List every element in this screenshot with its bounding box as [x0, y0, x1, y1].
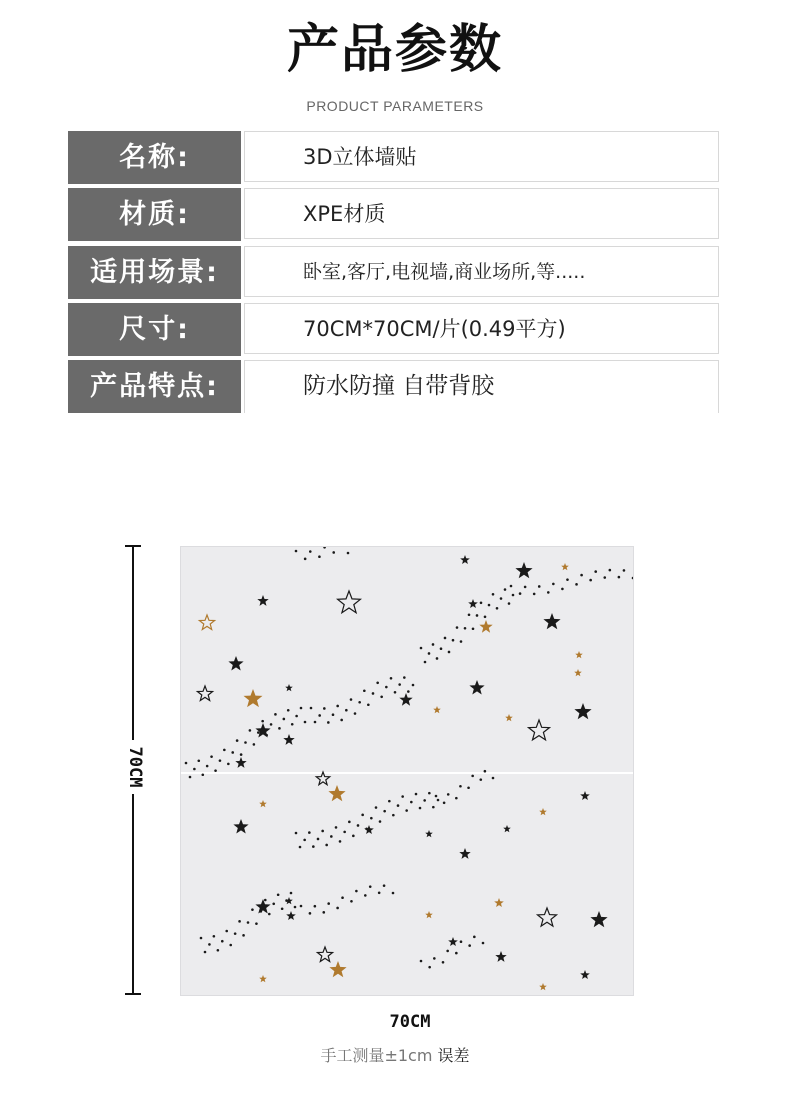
dot-mark — [519, 592, 522, 595]
dot-mark — [354, 712, 357, 715]
dot-mark — [435, 795, 438, 798]
dot-mark — [277, 893, 280, 896]
wall-sticker-image — [180, 546, 634, 996]
dot-mark — [472, 627, 475, 630]
dot-mark — [210, 755, 213, 758]
dot-mark — [380, 696, 383, 699]
dot-mark — [185, 762, 188, 765]
dot-mark — [603, 576, 606, 579]
dot-mark — [433, 957, 436, 960]
dot-mark — [201, 773, 204, 776]
dot-mark — [300, 707, 303, 710]
dot-mark — [257, 731, 260, 734]
dot-mark — [268, 913, 271, 916]
spec-value: XPE材质 — [244, 188, 719, 239]
dot-mark — [291, 723, 294, 726]
dot-mark — [249, 729, 252, 732]
star-icon — [425, 911, 433, 918]
spec-row-material — [68, 188, 721, 241]
dot-mark — [480, 602, 483, 605]
dot-mark — [594, 570, 597, 573]
dot-mark — [208, 943, 211, 946]
dot-mark — [221, 940, 224, 943]
dot-mark — [383, 810, 386, 813]
dot-mark — [189, 776, 192, 779]
dot-mark — [538, 585, 541, 588]
star-icon — [459, 848, 470, 859]
dot-mark — [255, 922, 258, 925]
star-icon — [259, 975, 267, 982]
dot-mark — [327, 902, 330, 905]
dot-mark — [482, 942, 485, 945]
star-icon — [328, 785, 345, 801]
dot-mark — [318, 714, 321, 717]
dot-mark — [200, 937, 203, 940]
dot-mark — [492, 593, 495, 596]
dot-mark — [323, 707, 326, 710]
dot-mark — [456, 626, 459, 629]
dot-mark — [339, 840, 342, 843]
dot-mark — [352, 835, 355, 838]
dot-mark — [398, 683, 401, 686]
dot-mark — [295, 550, 298, 553]
star-icon — [539, 983, 547, 990]
dot-mark — [238, 920, 241, 923]
spec-value: 防水防撞 自带背胶 — [244, 360, 719, 413]
star-icon — [244, 689, 263, 707]
dot-mark — [322, 911, 325, 914]
dot-mark — [363, 689, 366, 692]
dot-mark — [219, 759, 222, 762]
star-icon — [285, 684, 293, 691]
dot-mark — [410, 801, 413, 804]
dot-mark — [394, 691, 397, 694]
dot-mark — [304, 558, 307, 561]
dot-mark — [383, 884, 386, 887]
dot-mark — [552, 583, 555, 586]
dot-mark — [561, 588, 564, 591]
dot-mark — [295, 715, 298, 718]
dot-mark — [290, 892, 293, 895]
dot-mark — [448, 651, 451, 654]
dot-mark — [412, 684, 415, 687]
dot-mark — [512, 594, 515, 597]
star-icon — [448, 937, 458, 946]
dot-mark — [473, 936, 476, 939]
dot-mark — [323, 547, 326, 549]
spec-label: 适用场景: — [68, 246, 241, 299]
spec-row-scenes — [68, 246, 721, 299]
dot-mark — [357, 824, 360, 827]
star-icon — [503, 825, 511, 832]
dot-mark — [303, 839, 306, 842]
height-dimension-cap-bottom — [125, 993, 141, 995]
dot-mark — [479, 778, 482, 781]
dot-mark — [204, 951, 207, 954]
dot-mark — [492, 777, 495, 780]
dot-mark — [348, 821, 351, 824]
dot-mark — [278, 727, 281, 730]
dot-mark — [428, 792, 431, 795]
star-icon — [425, 830, 433, 837]
star-icon — [317, 947, 332, 962]
dot-mark — [468, 613, 471, 616]
dot-mark — [455, 952, 458, 955]
dot-mark — [392, 892, 395, 895]
dot-mark — [251, 908, 254, 911]
dot-mark — [484, 616, 487, 619]
dot-mark — [261, 720, 264, 723]
dot-mark — [385, 686, 388, 689]
dot-mark — [420, 647, 423, 650]
dot-mark — [488, 604, 491, 607]
dot-mark — [423, 799, 426, 802]
dot-mark — [533, 593, 536, 596]
dot-mark — [367, 703, 370, 706]
dot-mark — [223, 749, 226, 752]
dot-mark — [446, 950, 449, 953]
star-icon — [197, 686, 212, 701]
spec-label: 产品特点: — [68, 360, 241, 413]
star-icon — [575, 651, 583, 658]
dot-mark — [547, 591, 550, 594]
dot-mark — [390, 677, 393, 680]
dot-mark — [623, 569, 626, 572]
dot-mark — [432, 643, 435, 646]
dot-mark — [244, 741, 247, 744]
dot-mark — [336, 907, 339, 910]
dot-mark — [335, 826, 338, 829]
dot-mark — [295, 832, 298, 835]
dot-mark — [253, 743, 256, 746]
dot-mark — [294, 906, 297, 909]
dot-mark — [330, 835, 333, 838]
dot-mark — [299, 846, 302, 849]
star-icon — [574, 703, 591, 719]
dot-mark — [419, 807, 422, 810]
dot-mark — [609, 569, 612, 572]
dot-mark — [281, 907, 284, 910]
height-label: 70CM — [123, 740, 145, 794]
dot-mark — [524, 586, 527, 589]
dot-mark — [464, 627, 467, 630]
dot-mark — [405, 809, 408, 812]
star-icon — [494, 898, 504, 907]
star-icon — [259, 800, 267, 807]
dot-mark — [459, 785, 462, 788]
star-icon — [399, 693, 412, 706]
dot-mark — [369, 885, 372, 888]
dot-mark — [440, 647, 443, 650]
star-icon — [233, 819, 248, 834]
dot-mark — [227, 763, 230, 766]
star-icon — [561, 563, 569, 570]
dot-mark — [589, 579, 592, 582]
star-icon — [283, 734, 294, 745]
dot-mark — [372, 692, 375, 695]
dot-mark — [332, 551, 335, 554]
dot-mark — [358, 701, 361, 704]
measurement-note-emphasis: 误差 — [437, 1046, 470, 1065]
dot-mark — [309, 912, 312, 915]
dot-mark — [314, 905, 317, 908]
dot-mark — [193, 768, 196, 771]
dot-mark — [325, 844, 328, 847]
dot-mark — [304, 721, 307, 724]
dot-mark — [350, 698, 353, 701]
dot-mark — [496, 607, 499, 610]
dot-mark — [287, 709, 290, 712]
dot-mark — [504, 588, 507, 591]
dot-mark — [213, 935, 216, 938]
dot-mark — [510, 585, 513, 588]
dot-mark — [508, 602, 511, 605]
dot-mark — [321, 830, 324, 833]
spec-value: 3D立体墙贴 — [244, 131, 719, 182]
star-icon — [433, 706, 441, 713]
dot-mark — [632, 577, 633, 580]
dot-mark — [420, 960, 423, 963]
dot-mark — [236, 739, 239, 742]
star-icon — [460, 555, 470, 564]
dot-mark — [272, 902, 275, 905]
dot-mark — [310, 707, 313, 710]
dot-mark — [347, 552, 350, 555]
star-icon — [364, 825, 374, 834]
dot-mark — [206, 765, 209, 768]
dot-mark — [379, 820, 382, 823]
star-icon — [479, 620, 492, 633]
dot-mark — [240, 753, 243, 756]
dot-mark — [317, 838, 320, 841]
star-icon — [286, 911, 296, 920]
dot-mark — [460, 940, 463, 943]
spec-row-name — [68, 131, 721, 184]
star-icon — [539, 808, 547, 815]
dot-mark — [437, 799, 440, 802]
dot-mark — [234, 932, 237, 935]
dot-mark — [225, 930, 228, 933]
star-icon — [228, 656, 243, 671]
spec-label: 尺寸: — [68, 303, 241, 356]
dot-mark — [217, 949, 220, 952]
star-icon — [285, 897, 293, 904]
dot-mark — [442, 961, 445, 964]
dot-mark — [314, 721, 317, 724]
measurement-note — [0, 1043, 790, 1066]
dot-mark — [566, 578, 569, 581]
dot-mark — [460, 640, 463, 643]
dot-mark — [580, 574, 583, 577]
dot-mark — [229, 944, 232, 947]
dot-mark — [364, 894, 367, 897]
dot-mark — [471, 775, 474, 778]
dot-mark — [397, 804, 400, 807]
dot-mark — [467, 786, 470, 789]
dot-mark — [436, 657, 439, 660]
star-icon — [235, 757, 246, 768]
dot-mark — [197, 759, 200, 762]
page-subtitle: PRODUCT PARAMETERS — [306, 98, 484, 114]
star-icon — [515, 562, 532, 578]
star-icon — [469, 680, 484, 695]
width-label: 70CM — [389, 1012, 431, 1032]
dot-mark — [378, 891, 381, 894]
star-pattern — [181, 547, 633, 995]
dot-mark — [242, 934, 245, 937]
dot-mark — [370, 817, 373, 820]
dot-mark — [403, 676, 406, 679]
dot-mark — [270, 723, 273, 726]
page-title: 产品参数 — [286, 20, 503, 80]
dot-mark — [455, 797, 458, 800]
dot-mark — [332, 713, 335, 716]
star-icon — [590, 911, 607, 927]
dot-mark — [618, 576, 621, 579]
star-icon — [538, 908, 557, 926]
star-icon — [580, 970, 590, 979]
star-icon — [574, 669, 582, 676]
dot-mark — [355, 890, 358, 893]
dot-mark — [500, 597, 503, 600]
dot-mark — [327, 721, 330, 724]
star-icon — [468, 599, 478, 608]
dot-mark — [309, 550, 312, 553]
dot-mark — [345, 709, 348, 712]
dot-mark — [424, 661, 427, 664]
spec-label: 材质: — [68, 188, 241, 241]
dot-mark — [376, 682, 379, 685]
dot-mark — [432, 806, 435, 809]
star-icon — [255, 899, 270, 914]
star-icon — [495, 951, 506, 962]
dot-mark — [388, 800, 391, 803]
spec-row-size — [68, 303, 721, 356]
dot-mark — [350, 900, 353, 903]
dot-mark — [575, 583, 578, 586]
dot-mark — [443, 801, 446, 804]
dot-mark — [336, 705, 339, 708]
spec-value: 70CM*70CM/片(0.49平方) — [244, 303, 719, 354]
star-icon — [529, 720, 550, 740]
star-icon — [257, 595, 268, 606]
star-icon — [255, 723, 270, 738]
dot-mark — [407, 690, 410, 693]
dot-mark — [476, 614, 479, 617]
dot-mark — [264, 899, 267, 902]
star-icon — [199, 615, 214, 630]
dot-mark — [444, 637, 447, 640]
dot-mark — [447, 793, 450, 796]
dot-mark — [468, 944, 471, 947]
dot-mark — [361, 814, 364, 817]
spec-label: 名称: — [68, 131, 241, 184]
dot-mark — [308, 831, 311, 834]
spec-row-features — [68, 360, 721, 413]
dot-mark — [300, 905, 303, 908]
dot-mark — [312, 845, 315, 848]
spec-value: 卧室,客厅,电视墙,商业场所,等..... — [244, 246, 719, 297]
dot-mark — [392, 814, 395, 817]
measurement-note-text: 手工测量±1cm — [320, 1046, 433, 1065]
dot-mark — [428, 652, 431, 655]
dot-mark — [375, 806, 378, 809]
dot-mark — [231, 751, 234, 754]
dot-mark — [318, 555, 321, 558]
dot-mark — [415, 793, 418, 796]
star-icon — [338, 591, 361, 613]
dot-mark — [214, 769, 217, 772]
dot-mark — [341, 896, 344, 899]
height-dimension-cap-top — [125, 545, 141, 547]
dot-mark — [340, 719, 343, 722]
dot-mark — [452, 639, 455, 642]
dot-mark — [428, 966, 431, 969]
dot-mark — [283, 718, 286, 721]
dot-mark — [484, 770, 487, 773]
dot-mark — [247, 921, 250, 924]
star-icon — [329, 961, 346, 977]
dot-mark — [401, 795, 404, 798]
star-icon — [580, 791, 590, 800]
star-icon — [543, 613, 560, 629]
dot-mark — [274, 713, 277, 716]
star-icon — [505, 714, 513, 721]
dot-mark — [343, 831, 346, 834]
